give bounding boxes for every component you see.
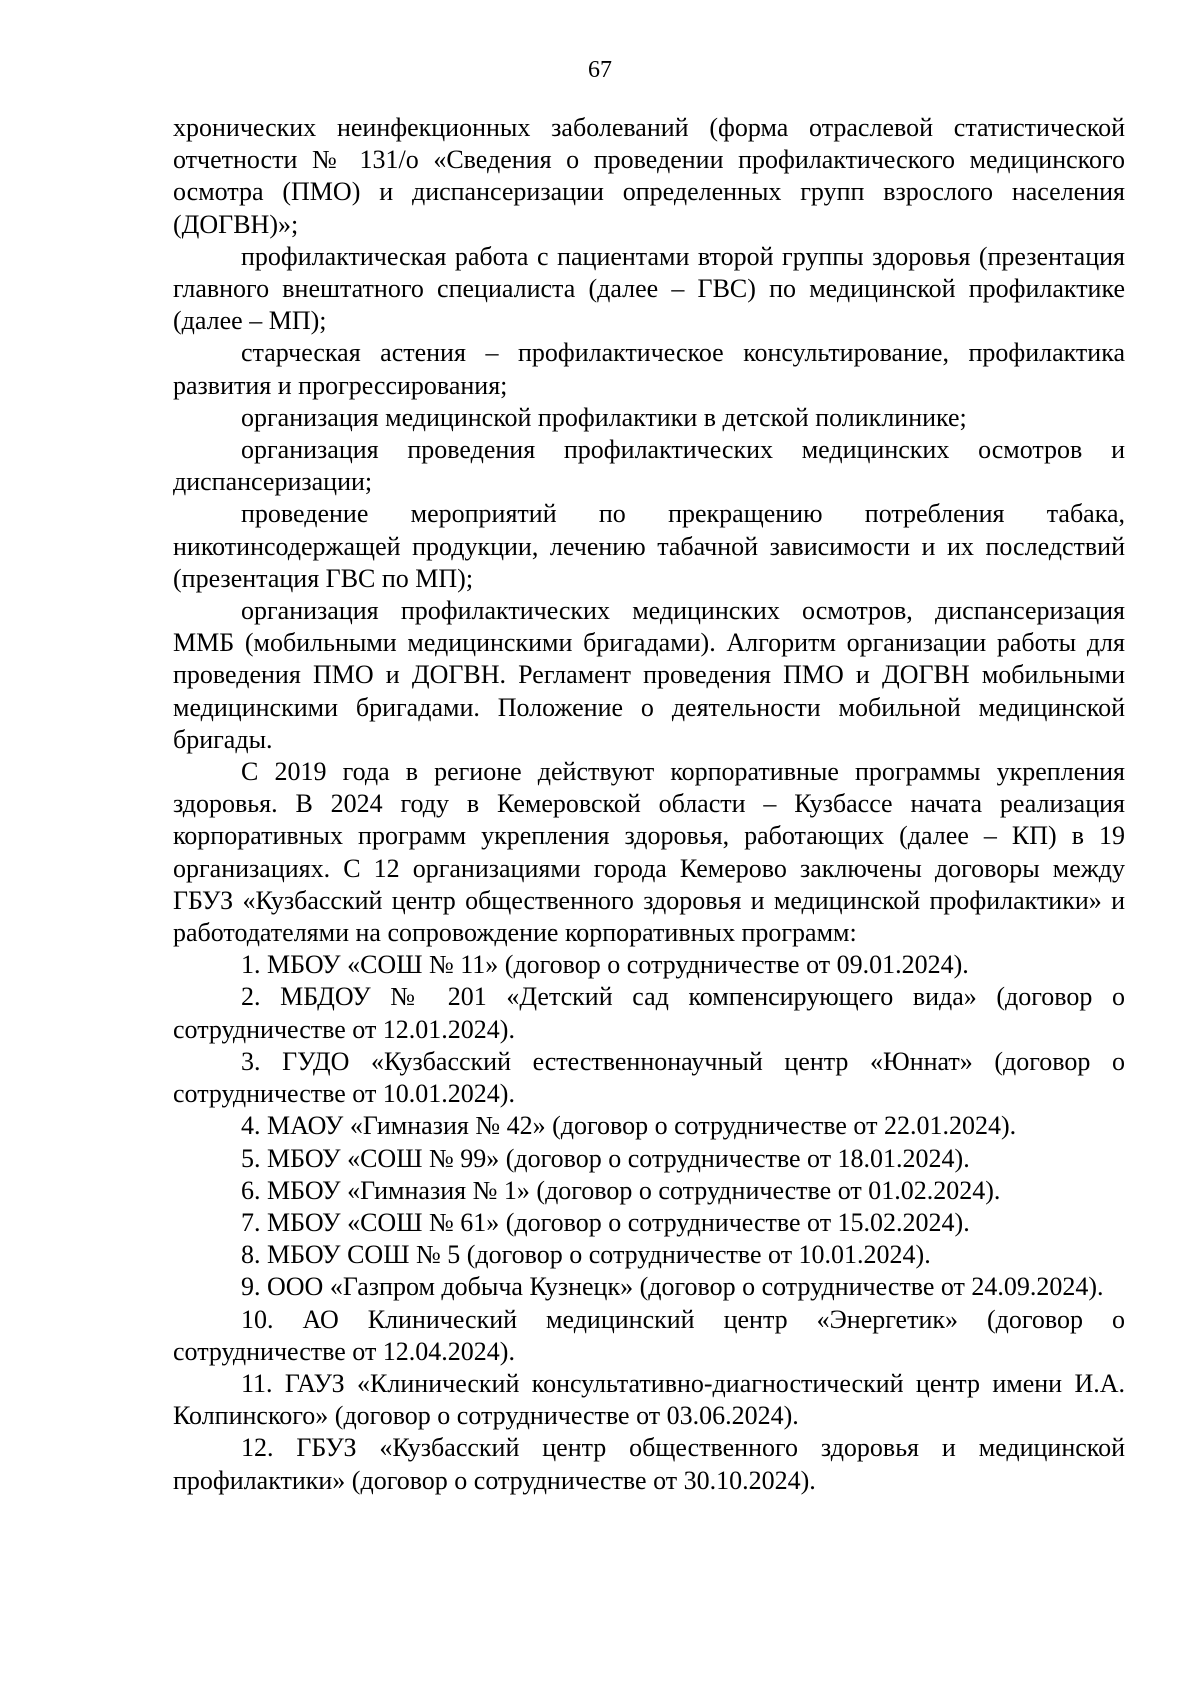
organization-item-12: 12. ГБУЗ «Кузбасский центр общественного здоровья и медицинской профилактики» (договор о сотрудничестве от 30.10.2024). bbox=[173, 1433, 1125, 1495]
organization-item-1: 1. МБОУ «СОШ № 11» (договор о сотрудничестве от 09.01.2024). bbox=[241, 950, 969, 980]
list-item-medical-exams: организация проведения профилактических медицинских осмотров и диспансеризации; bbox=[173, 435, 1125, 497]
list-item-mobile-teams: организация профилактических медицинских осмотров, диспансеризация ММБ (мобильными медицинскими бригадами). Алгоритм организации работы для проведения ПМО и ДОГВН. Регламент проведения ПМО и ДОГВН мобильными медицинскими бригадами. Положение о деятельности мобильной медицинской бригады. bbox=[173, 596, 1125, 754]
list-item-tobacco: проведение мероприятий по прекращению потребления табака, никотинсодержащей продукции, лечению табачной зависимости и их последствий (презентация ГВС по МП); bbox=[173, 499, 1125, 593]
organization-item-6: 6. МБОУ «Гимназия № 1» (договор о сотрудничестве от 01.02.2024). bbox=[241, 1175, 1001, 1205]
organization-item-5: 5. МБОУ «СОШ № 99» (договор о сотрудничестве от 18.01.2024). bbox=[241, 1143, 970, 1173]
list-item-senile-asthenia: старческая астения – профилактическое консультирование, профилактика развития и прогрессирования; bbox=[173, 338, 1125, 400]
organization-item-2: 2. МБДОУ № 201 «Детский сад компенсирующего вида» (договор о сотрудничестве от 12.01.2024). bbox=[173, 982, 1125, 1044]
organization-item-3: 3. ГУДО «Кузбасский естественнонаучный центр «Юннат» (договор о сотрудничестве от 10.01.2024). bbox=[173, 1046, 1125, 1109]
page-number: 67 bbox=[588, 57, 612, 83]
paragraph-corporate-programs: С 2019 года в регионе действуют корпоративные программы укрепления здоровья. В 2024 году в Кемеровской области – Кузбассе начата реализация корпоративных программ укрепления здоровья, работающих (далее – КП) в 19 организациях. С 12 организациями города Кемерово заключены договоры между ГБУЗ «Кузбасский центр общественного здоровья и медицинской профилактики» и работодателями на сопровождение корпоративных программ: bbox=[173, 757, 1125, 948]
organization-item-4: 4. МАОУ «Гимназия № 42» (договор о сотрудничестве от 22.01.2024). bbox=[241, 1111, 1017, 1141]
organization-item-8: 8. МБОУ СОШ № 5 (договор о сотрудничестве от 10.01.2024). bbox=[241, 1240, 931, 1270]
paragraph-continuation: хронических неинфекционных заболеваний (форма отраслевой статистической отчетности № 131/о «Сведения о проведении профилактического медицинского осмотра (ПМО) и диспансеризации определенных групп взрослого населения (ДОГВН)»; bbox=[173, 113, 1125, 239]
organization-item-9: 9. ООО «Газпром добыча Кузнецк» (договор о сотрудничестве от 24.09.2024). bbox=[241, 1272, 1104, 1302]
organization-item-10: 10. АО Клинический медицинский центр «Энергетик» (договор о сотрудничестве от 12.04.2024). bbox=[173, 1304, 1125, 1366]
list-item-preventive-work: профилактическая работа с пациентами второй группы здоровья (презентация главного внештатного специалиста (далее – ГВС) по медицинской профилактике (далее – МП); bbox=[173, 241, 1125, 336]
organization-item-11: 11. ГАУЗ «Клинический консультативно-диагностический центр имени И.А. Колпинского» (договор о сотрудничестве от 03.06.2024). bbox=[173, 1368, 1125, 1431]
document-body bbox=[173, 112, 1125, 1497]
list-item-children-clinic: организация медицинской профилактики в детской поликлинике; bbox=[241, 402, 967, 432]
organization-item-7: 7. МБОУ «СОШ № 61» (договор о сотрудничестве от 15.02.2024). bbox=[241, 1207, 970, 1237]
